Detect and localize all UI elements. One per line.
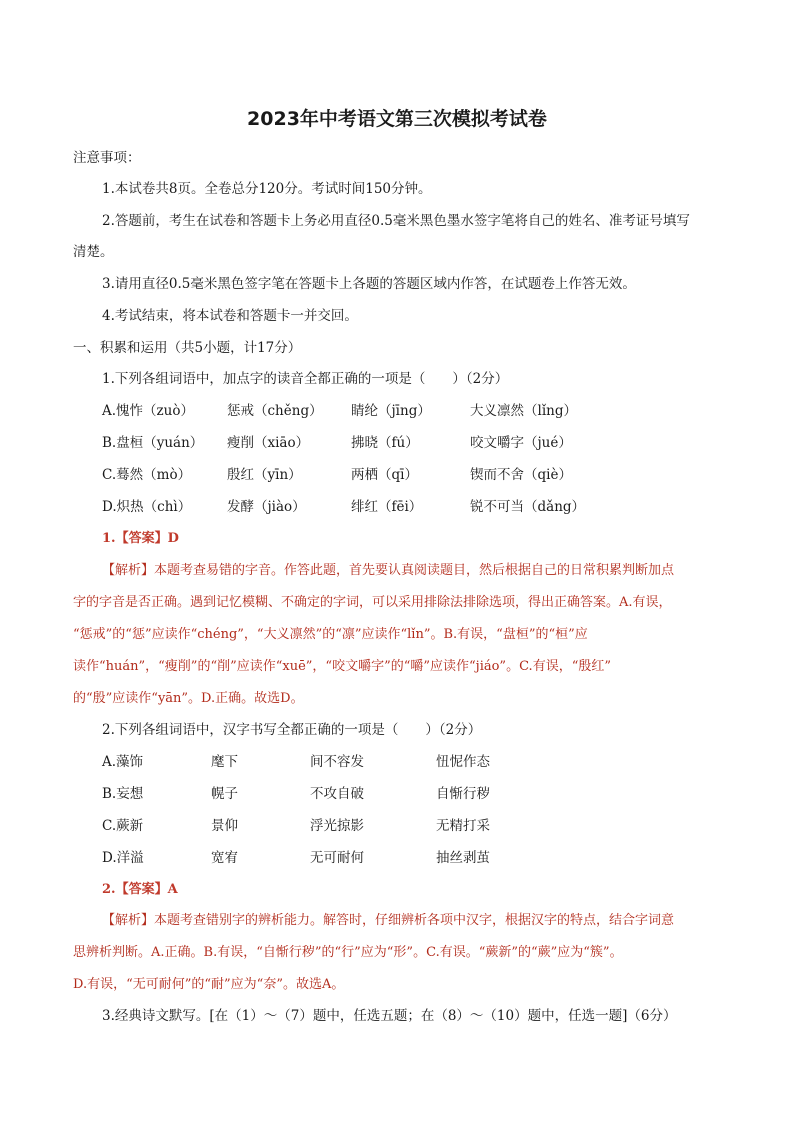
option-word: 宽宥	[211, 850, 238, 866]
option-a: A.愧怍（zuò）	[102, 403, 194, 419]
option-word: 麾下	[211, 754, 238, 770]
option-a: A.藻饰	[102, 754, 144, 770]
option-word: 惩戒（chěng）	[227, 403, 323, 419]
option-d: D.炽热（chì）	[102, 499, 192, 515]
notice-item: 4.考试结束，将本试卷和答题卡一并交回。	[102, 308, 358, 324]
notice-item: 1.本试卷共8页。全卷总分120分。考试时间150分钟。	[102, 181, 432, 197]
option-word: 间不容发	[310, 754, 364, 770]
option-b: B.盘桓（yuán）	[102, 435, 204, 451]
option-word: 殷红（yīn）	[227, 467, 302, 483]
answer-label: 2.【答案】A	[102, 882, 178, 897]
option-word: 绯红（fēi）	[351, 499, 423, 515]
analysis-text: 【解析】本题考查易错的字音。作答此题，首先要认真阅读题目，然后根据自己的日常积累判断加点	[102, 563, 675, 578]
option-b: B.妄想	[102, 786, 144, 802]
section-heading: 一、积累和运用（共5小题，计17分）	[73, 340, 302, 356]
option-word: 自惭行秽	[436, 786, 490, 802]
option-word: 锲而不舍（qiè）	[470, 467, 572, 483]
answer-label: 1.【答案】D	[102, 531, 179, 546]
notice-label: 注意事项：	[73, 150, 141, 166]
option-word: 浮光掠影	[310, 818, 364, 834]
option-word: 忸怩作态	[436, 754, 490, 770]
option-c: C.蕨新	[102, 818, 144, 834]
notice-item: 2.答题前，考生在试卷和答题卡上务必用直径0.5毫米黑色墨水签字笔将自己的姓名、准考证号填写	[102, 213, 690, 229]
option-word: 抽丝剥茧	[436, 850, 490, 866]
option-d: D.洋溢	[102, 850, 144, 866]
notice-item: 3.请用直径0.5毫米黑色签字笔在答题卡上各题的答题区域内作答，在试题卷上作答无效。	[102, 276, 636, 292]
analysis-text: 【解析】本题考查错别字的辨析能力。解答时，仔细辨析各项中汉字，根据汉字的特点，结合字词意	[102, 913, 675, 928]
analysis-text: 字的字音是否正确。遇到记忆模糊、不确定的字词，可以采用排除法排除选项，得出正确答案。A.有误，	[73, 595, 672, 610]
option-word: 锐不可当（dǎng）	[470, 499, 586, 515]
option-word: 幌子	[211, 786, 238, 802]
option-word: 咬文嚼字（jué）	[470, 435, 572, 451]
notice-item: 清楚。	[73, 244, 114, 260]
option-word: 大义凛然（lǐng）	[470, 403, 577, 419]
question-stem: 3.经典诗文默写。[在（1）～（7）题中，任选五题；在（8）～（10）题中，任选一题]（6分）	[102, 1008, 677, 1024]
analysis-text: D.有误，“无可耐何”的“耐”应为“奈”。故选A。	[73, 977, 345, 992]
option-word: 不攻自破	[310, 786, 364, 802]
option-word: 两栖（qī）	[351, 467, 418, 483]
question-stem: 2.下列各组词语中，汉字书写全都正确的一项是（ ）（2分）	[102, 722, 482, 738]
option-word: 瘦削（xiāo）	[227, 435, 310, 451]
exam-title: 2023年中考语文第三次模拟考试卷	[247, 108, 547, 130]
question-stem: 1.下列各组词语中，加点字的读音全都正确的一项是（ ）（2分）	[102, 371, 509, 387]
analysis-text: 读作“huán”，“瘦削”的“削”应读作“xuē”，“咬文嚼字”的“嚼”应读作“jiáo”。C.有误，“殷红”	[73, 659, 611, 674]
option-word: 发酵（jiào）	[227, 499, 306, 515]
option-word: 无可耐何	[310, 850, 364, 866]
option-word: 拂晓（fú）	[351, 435, 419, 451]
analysis-text: 思辨析判断。A.正确。B.有误，“自惭行秽”的“行”应为“形”。C.有误。“蕨新”的“蕨”应为“簇”。	[73, 945, 623, 960]
analysis-text: 的“殷”应读作“yān”。D.正确。故选D。	[73, 691, 304, 706]
option-c: C.蓦然（mò）	[102, 467, 192, 483]
option-word: 睛纶（jīng）	[351, 403, 431, 419]
option-word: 景仰	[211, 818, 238, 834]
option-word: 无精打采	[436, 818, 490, 834]
analysis-text: “惩戒”的“惩”应读作“chéng”，“大义凛然”的“凛”应读作“lǐn”。B.有误，“盘桓”的“桓”应	[73, 627, 588, 642]
